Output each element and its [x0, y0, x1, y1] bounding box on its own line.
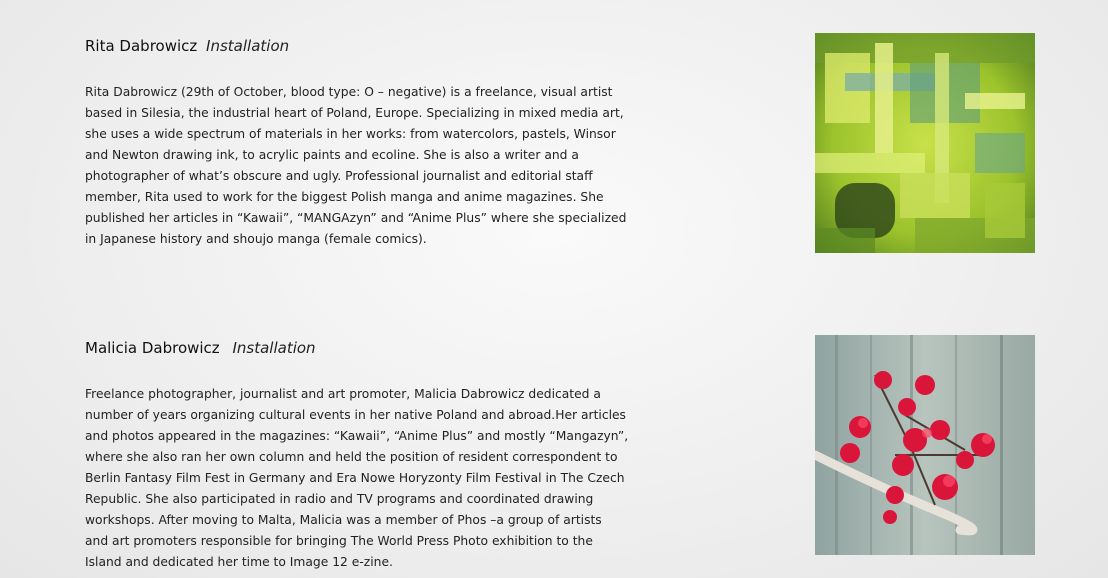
bio-line: photographer of what’s obscure and ugly. Professional journalist and editorial staff	[85, 169, 593, 183]
artist-name: Rita Dabrowicz	[85, 37, 198, 55]
artist-image-malicia[interactable]	[815, 335, 1035, 555]
bio-line: Freelance photographer, journalist and art promoter, Malicia Dabrowicz dedicated a	[85, 387, 601, 401]
bio-line: workshops. After moving to Malta, Malicia was a member of Phos –a group of artists	[85, 513, 602, 527]
bio-line: member, Rita used to work for the biggest Polish manga and anime magazines. She	[85, 190, 604, 204]
bio-line: and art promoters responsible for bringing The World Press Photo exhibition to the	[85, 534, 593, 548]
artist-entry-rita	[85, 36, 675, 250]
red-flowers-photo-icon	[815, 335, 1035, 555]
artist-heading	[85, 338, 675, 358]
bio-line: in Japanese history and shoujo manga (female comics).	[85, 232, 427, 246]
green-abstract-painting-icon	[815, 33, 1035, 253]
bio-line: number of years organizing cultural events in her native Poland and abroad.Her articles	[85, 408, 626, 422]
artist-entry-malicia	[85, 338, 675, 573]
artist-role: Installation	[206, 37, 290, 55]
artist-bio	[85, 384, 675, 573]
artist-image-rita[interactable]	[815, 33, 1035, 253]
bio-line: based in Silesia, the industrial heart of Poland, Europe. Specializing in mixed media art,	[85, 106, 624, 120]
artist-heading	[85, 36, 675, 56]
bio-line: and photos appeared in the magazines: “Kawaii”, “Anime Plus” and mostly “Mangazyn”,	[85, 429, 629, 443]
artist-bio	[85, 82, 675, 250]
bio-line: and Newton drawing ink, to acrylic paints and ecoline. She is also a writer and a	[85, 148, 579, 162]
artist-role: Installation	[232, 339, 316, 357]
bio-line: Republic. She also participated in radio and TV programs and coordinated drawing	[85, 492, 594, 506]
bio-line: where she also ran her own column and held the position of resident correspondent to	[85, 450, 618, 464]
bio-line: Berlin Fantasy Film Fest in Germany and Era Nowe Horyzonty Film Festival in The Czech	[85, 471, 625, 485]
bio-line: she uses a wide spectrum of materials in her works: from watercolors, pastels, Winsor	[85, 127, 616, 141]
artist-name: Malicia Dabrowicz	[85, 339, 220, 357]
bio-line: Island and dedicated her time to Image 12 e-zine.	[85, 555, 393, 569]
bio-line: published her articles in “Kawaii”, “MANGAzyn” and “Anime Plus” where she specialized	[85, 211, 627, 225]
bio-line: Rita Dabrowicz (29th of October, blood type: O – negative) is a freelance, visual artist	[85, 85, 613, 99]
